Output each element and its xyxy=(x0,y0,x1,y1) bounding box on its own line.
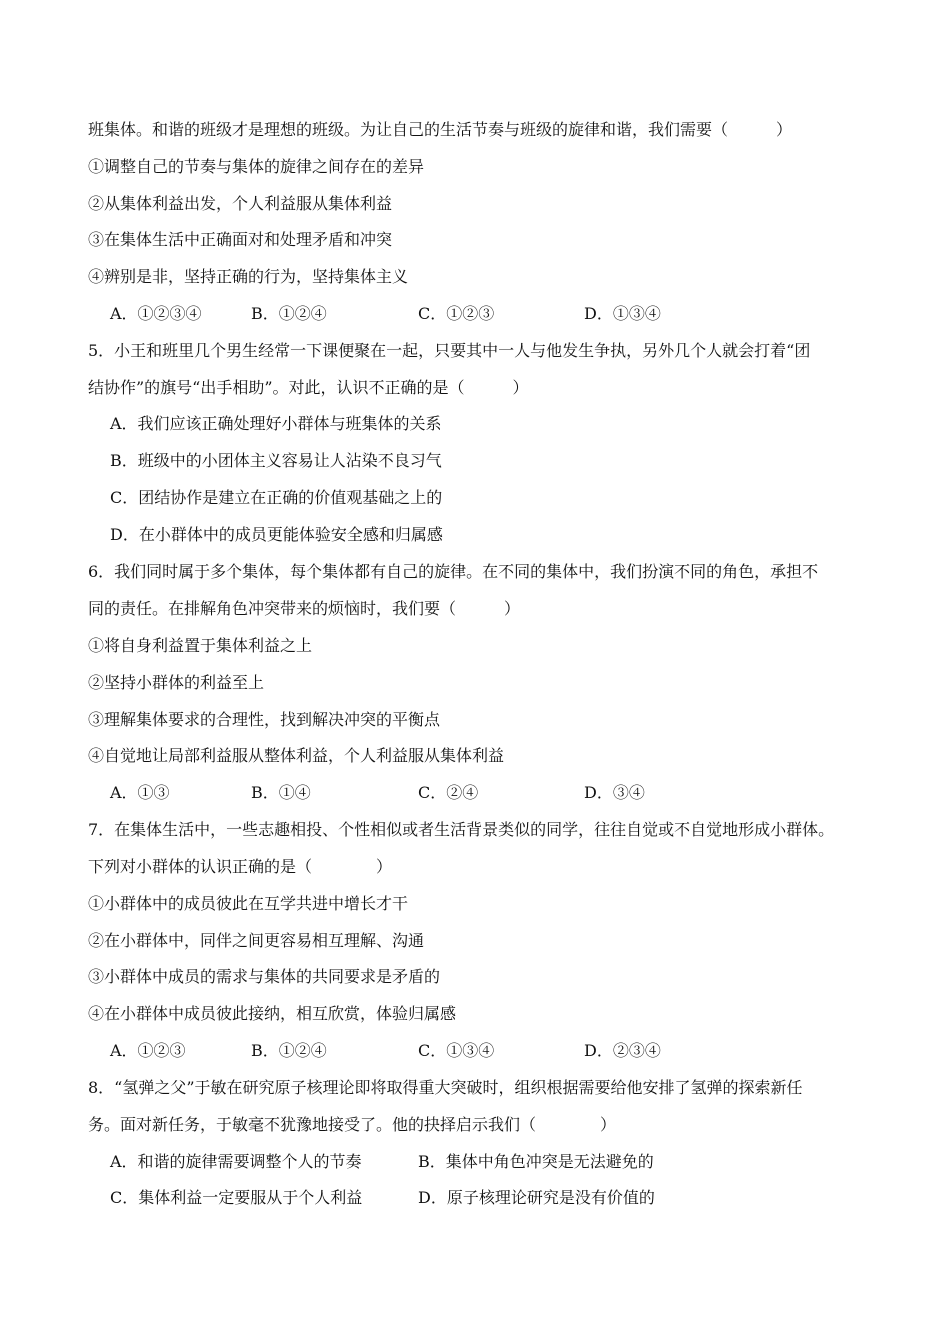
q7-stem-line-1: 7．在集体生活中，一些志趣相投、个性相似或者生活背景类似的同学，往往自觉或不自觉地形成小群体。 xyxy=(88,820,835,839)
q8-option-b: B．集体中角色冲突是无法避免的 xyxy=(418,1152,654,1171)
q7-option-a: A．①②③ xyxy=(110,1041,186,1060)
q8-stem-line-1: 8．“氢弹之父”于敏在研究原子核理论即将取得重大突破时，组织根据需要给他安排了氢弹的探索新任 xyxy=(88,1078,803,1097)
q8-option-d: D．原子核理论研究是没有价值的 xyxy=(418,1188,655,1207)
q4-stem-tail: 班集体。和谐的班级才是理想的班级。为让自己的生活节奏与班级的旋律和谐，我们需要（ ） xyxy=(88,120,793,139)
q4-option-d: D．①③④ xyxy=(584,304,661,323)
q6-option-d: D．③④ xyxy=(584,783,645,802)
q6-item-2: ②坚持小群体的利益至上 xyxy=(88,673,265,692)
q6-item-1: ①将自身利益置于集体利益之上 xyxy=(88,636,313,655)
q4-item-2: ②从集体利益出发，个人利益服从集体利益 xyxy=(88,194,393,213)
q5-stem-line-1: 5．小王和班里几个男生经常一下课便聚在一起，只要其中一人与他发生争执，另外几个人就会打着“团 xyxy=(88,341,811,360)
q7-option-d: D．②③④ xyxy=(584,1041,661,1060)
q6-option-a: A．①③ xyxy=(110,783,170,802)
q7-option-c: C．①③④ xyxy=(418,1041,495,1060)
q5-option-c: C．团结协作是建立在正确的价值观基础之上的 xyxy=(110,488,443,507)
q6-stem-line-1: 6．我们同时属于多个集体，每个集体都有自己的旋律。在不同的集体中，我们扮演不同的角色，承担不 xyxy=(88,562,819,581)
q6-stem-line-2: 同的责任。在排解角色冲突带来的烦恼时，我们要（ ） xyxy=(88,599,521,618)
q8-option-c: C．集体利益一定要服从于个人利益 xyxy=(110,1188,363,1207)
q7-item-2: ②在小群体中，同伴之间更容易相互理解、沟通 xyxy=(88,931,425,950)
q6-option-b: B．①④ xyxy=(251,783,311,802)
q4-option-b: B．①②④ xyxy=(251,304,327,323)
q7-option-b: B．①②④ xyxy=(251,1041,327,1060)
q5-option-b: B．班级中的小团体主义容易让人沾染不良习气 xyxy=(110,451,442,470)
q8-option-a: A．和谐的旋律需要调整个人的节奏 xyxy=(110,1152,362,1171)
q4-item-3: ③在集体生活中正确面对和处理矛盾和冲突 xyxy=(88,230,393,249)
q6-option-c: C．②④ xyxy=(418,783,479,802)
q8-stem-line-2: 务。面对新任务，于敏毫不犹豫地接受了。他的抉择启示我们（ ） xyxy=(88,1115,617,1134)
q7-item-3: ③小群体中成员的需求与集体的共同要求是矛盾的 xyxy=(88,967,441,986)
q4-option-a: A．①②③④ xyxy=(110,304,202,323)
q7-item-4: ④在小群体中成员彼此接纳，相互欣赏，体验归属感 xyxy=(88,1004,457,1023)
q7-stem-line-2: 下列对小群体的认识正确的是（ ） xyxy=(88,857,393,876)
q7-item-1: ①小群体中的成员彼此在互学共进中增长才干 xyxy=(88,894,409,913)
q5-option-a: A．我们应该正确处理好小群体与班集体的关系 xyxy=(110,414,442,433)
q6-item-3: ③理解集体要求的合理性，找到解决冲突的平衡点 xyxy=(88,710,441,729)
q4-item-1: ①调整自己的节奏与集体的旋律之间存在的差异 xyxy=(88,157,425,176)
q5-stem-line-2: 结协作”的旗号“出手相助”。对此，认识不正确的是（ ） xyxy=(88,378,529,397)
q4-option-c: C．①②③ xyxy=(418,304,495,323)
q4-item-4: ④辨别是非，坚持正确的行为，坚持集体主义 xyxy=(88,267,409,286)
q6-item-4: ④自觉地让局部利益服从整体利益，个人利益服从集体利益 xyxy=(88,746,505,765)
q5-option-d: D．在小群体中的成员更能体验安全感和归属感 xyxy=(110,525,443,544)
